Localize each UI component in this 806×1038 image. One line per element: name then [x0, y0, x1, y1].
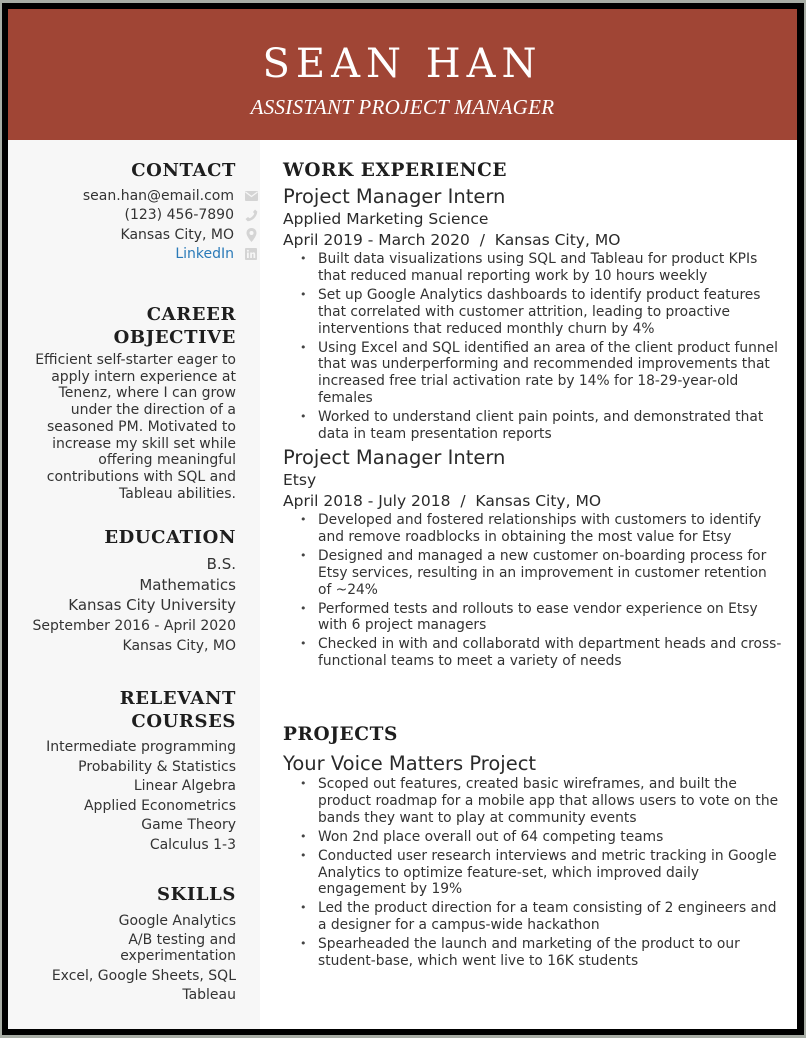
job-bullet: • Built data visualizations using SQL and Tableau for product KPIs that reduced manual reporting work by 10 hours weekly [300, 251, 783, 285]
map-pin-icon [244, 228, 258, 242]
contact-email [8, 186, 258, 206]
job-bullet: • Using Excel and SQL identified an area of the client product funnel that was underperforming and recommended improvements that increased free trial activation rate by 14% for 18-29-year-old females [300, 340, 783, 408]
job-entry [283, 185, 783, 443]
course-item: Game Theory [141, 817, 236, 833]
job-bullet: • Set up Google Analytics dashboards to identify product features that correlated with customer attrition, leading to proactive interventions that reduced monthly churn by 4% [300, 287, 783, 338]
linkedin-icon[interactable] [244, 247, 258, 261]
courses-heading-line1: RELEVANT [119, 688, 236, 709]
contact-section [8, 159, 236, 264]
contact-location [8, 225, 258, 245]
education-heading: EDUCATION [104, 527, 236, 548]
project-bullet: • Scoped out features, created basic wireframes, and built the product roadmap for a mobile app that allows users to vote on the bands they want to play at community events [300, 776, 783, 827]
job-entry [283, 446, 783, 672]
skill-item: A/B testing and [128, 931, 236, 948]
skill-item: Tableau [182, 987, 236, 1004]
education-school: Kansas City University [68, 596, 236, 614]
contact-phone [8, 206, 258, 226]
objective-heading-line2: OBJECTIVE [113, 327, 236, 348]
phone-text: (123) 456-7890 [124, 207, 234, 224]
courses-heading-line2: COURSES [131, 711, 236, 732]
objective-line: Efficient self-starter eager to [35, 352, 236, 368]
education-degree: B.S. [206, 555, 236, 573]
education-section [8, 526, 236, 657]
contact-linkedin[interactable] [8, 245, 258, 265]
objective-section [8, 303, 236, 502]
job-bullet: • Checked in with and collaboratd with department heads and cross-functional teams to meet a variety of needs [300, 636, 783, 670]
project-bullet: • Spearheaded the launch and marketing of the product to our student-base, which went live to 16K students [300, 936, 783, 970]
job-bullets [300, 251, 783, 443]
objective-line: apply intern experience at [51, 368, 236, 385]
candidate-title: ASSISTANT PROJECT MANAGER [250, 95, 555, 119]
skill-item: experimentation [120, 948, 236, 965]
course-item: Linear Algebra [133, 778, 236, 794]
skill-item: Google Analytics [118, 913, 236, 929]
resume-header [8, 9, 797, 140]
project-title: Your Voice Matters Project [283, 752, 537, 775]
location-text: Kansas City, MO [120, 226, 234, 243]
job-title: Project Manager Intern [283, 446, 506, 469]
job-bullet: • Designed and managed a new customer on-boarding process for Etsy services, resulting in an improvement in customer retention of ~24% [300, 548, 783, 599]
project-bullet: • Conducted user research interviews and metric tracking in Google Analytics to optimize feature-set, which improved daily engagement by 19% [300, 848, 783, 899]
objective-line: Tenenz, where I can grow [58, 385, 236, 402]
education-dates: September 2016 - April 2020 [32, 617, 236, 634]
work-experience-section [283, 159, 783, 670]
projects-heading: PROJECTS [283, 724, 398, 745]
job-title: Project Manager Intern [283, 185, 506, 208]
resume-page [8, 9, 797, 1029]
job-bullets [300, 512, 783, 670]
contact-heading: CONTACT [131, 160, 236, 181]
work-experience-heading: WORK EXPERIENCE [283, 160, 508, 181]
course-item: Intermediate programming [46, 739, 236, 755]
education-location: Kansas City, MO [122, 638, 236, 654]
objective-line: Tableau abilities. [119, 485, 236, 502]
project-entry [283, 752, 783, 970]
job-company: Applied Marketing Science [283, 210, 489, 228]
objective-line: contributions with SQL and [46, 468, 236, 485]
linkedin-link[interactable]: LinkedIn [175, 246, 234, 263]
skills-section [8, 883, 236, 1006]
objective-line: increase my skill set while [52, 435, 236, 452]
course-item: Calculus 1-3 [149, 836, 236, 853]
phone-icon [244, 208, 258, 222]
project-bullet: • Led the product direction for a team consisting of 2 engineers and a designer for a campus-wide hackathon [300, 900, 783, 934]
job-bullet: • Worked to understand client pain points, and demonstrated that data in team presentation reports [300, 409, 783, 443]
objective-line: offering meaningful [98, 452, 236, 469]
sidebar [8, 140, 260, 1029]
project-bullets [300, 776, 783, 970]
courses-section [8, 687, 236, 855]
job-company: Etsy [283, 471, 317, 489]
objective-heading-line1: CAREER [146, 304, 236, 325]
course-item: Probability & Statistics [78, 758, 236, 775]
projects-section [283, 723, 783, 972]
skills-heading: SKILLS [157, 884, 236, 905]
job-bullet: • Developed and fostered relationships with customers to identify and remove roadblocks in obtaining the most value for Etsy [300, 512, 783, 546]
envelope-icon [244, 189, 258, 203]
objective-line: seasoned PM. Motivated to [47, 418, 236, 435]
objective-line: under the direction of a [70, 402, 236, 419]
course-item: Applied Econometrics [83, 797, 236, 814]
education-major: Mathematics [139, 575, 236, 594]
job-bullet: • Performed tests and rollouts to ease vendor experience on Etsy with 6 project managers [300, 601, 783, 635]
email-text: sean.han@email.com [82, 187, 234, 204]
job-dates-location: April 2018 - July 2018 / Kansas City, MO [283, 492, 602, 510]
candidate-name: SEAN HAN [262, 41, 543, 87]
job-dates-location: April 2019 - March 2020 / Kansas City, MO [283, 231, 621, 249]
skill-item: Excel, Google Sheets, SQL [51, 967, 236, 984]
project-bullet: • Won 2nd place overall out of 64 competing teams [300, 829, 783, 846]
